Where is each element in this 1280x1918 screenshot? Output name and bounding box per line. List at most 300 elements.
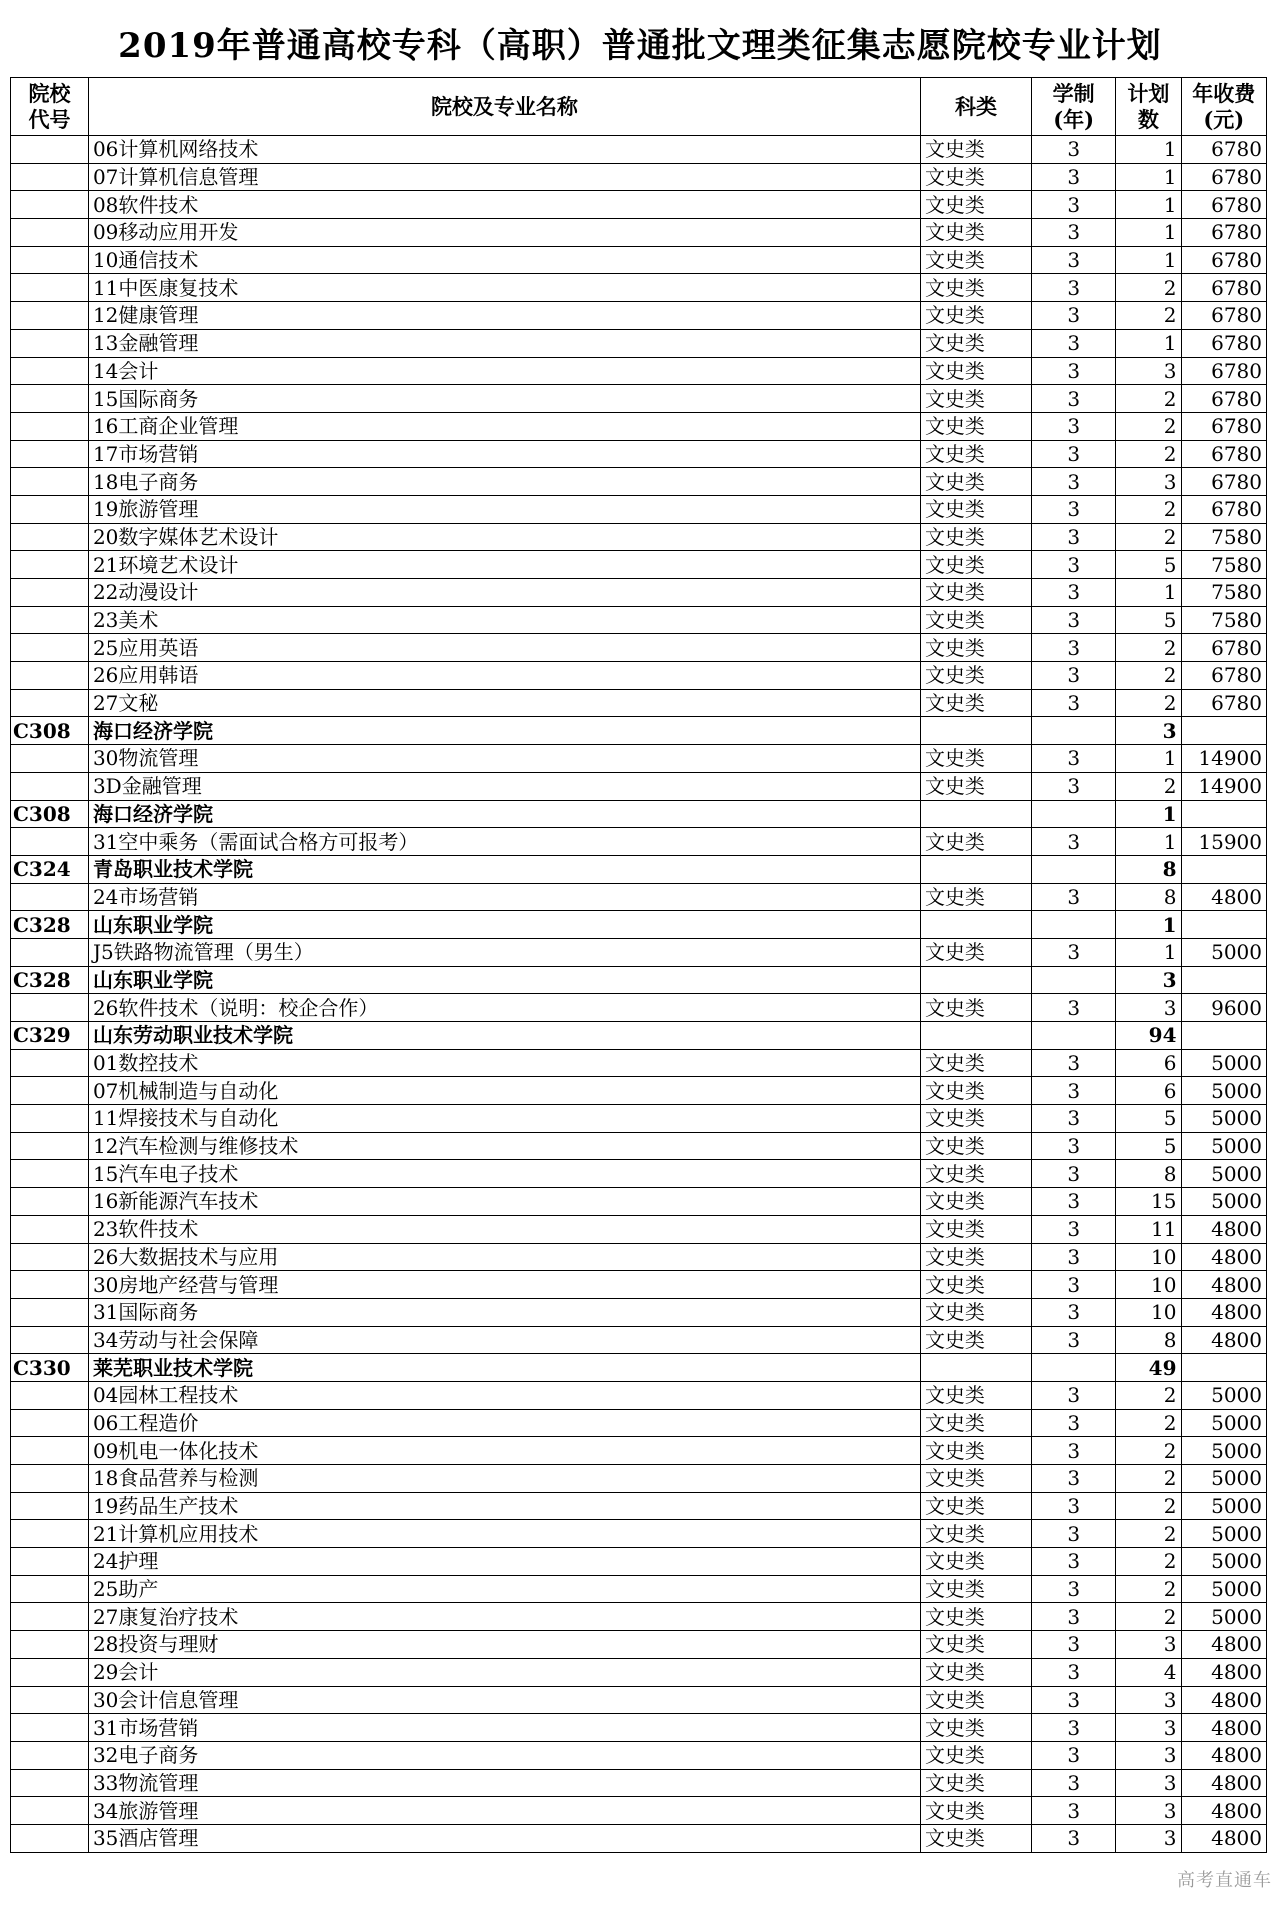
- cell-plan-count: 8: [1116, 1326, 1181, 1354]
- cell-school-major-name: 22动漫设计: [88, 579, 920, 607]
- major-row: [11, 938, 1267, 966]
- school-row: [11, 911, 1267, 939]
- cell-duration: 3: [1032, 1631, 1116, 1659]
- major-row: [11, 1741, 1267, 1769]
- cell-school-major-name: 23软件技术: [88, 1215, 920, 1243]
- cell-school-major-name: 20数字媒体艺术设计: [88, 523, 920, 551]
- cell-school-major-name: 06计算机网络技术: [88, 136, 920, 164]
- cell-plan-count: 3: [1116, 1741, 1181, 1769]
- cell-duration: 3: [1032, 329, 1116, 357]
- cell-annual-fee: 5000: [1181, 1381, 1267, 1409]
- cell-school-major-name: 19药品生产技术: [88, 1492, 920, 1520]
- cell-school-major-name: 31市场营销: [88, 1714, 920, 1742]
- cell-school-code: [11, 551, 89, 579]
- major-row: [11, 1188, 1267, 1216]
- major-row: [11, 745, 1267, 773]
- cell-duration: 3: [1032, 579, 1116, 607]
- cell-plan-count: 2: [1116, 412, 1181, 440]
- cell-school-code: [11, 1105, 89, 1133]
- cell-annual-fee: 6780: [1181, 357, 1267, 385]
- cell-subject-type: 文史类: [920, 745, 1031, 773]
- cell-duration: 3: [1032, 1437, 1116, 1465]
- cell-duration: 3: [1032, 1271, 1116, 1299]
- cell-school-code: [11, 385, 89, 413]
- cell-school-major-name: 25应用英语: [88, 634, 920, 662]
- cell-school-major-name: 海口经济学院: [88, 717, 920, 745]
- cell-plan-count: 5: [1116, 551, 1181, 579]
- cell-annual-fee: 5000: [1181, 938, 1267, 966]
- cell-plan-count: 2: [1116, 302, 1181, 330]
- cell-school-code: [11, 634, 89, 662]
- cell-duration: 3: [1032, 1298, 1116, 1326]
- cell-duration: [1032, 911, 1116, 939]
- cell-annual-fee: 6780: [1181, 495, 1267, 523]
- cell-annual-fee: 4800: [1181, 1243, 1267, 1271]
- cell-duration: 3: [1032, 219, 1116, 247]
- cell-annual-fee: 5000: [1181, 1049, 1267, 1077]
- watermark-text: 高考直通车: [1177, 1870, 1272, 1891]
- cell-school-code: [11, 1658, 89, 1686]
- cell-subject-type: 文史类: [920, 1326, 1031, 1354]
- cell-subject-type: [920, 1022, 1031, 1050]
- cell-duration: 3: [1032, 1575, 1116, 1603]
- cell-school-code: [11, 938, 89, 966]
- major-row: [11, 1381, 1267, 1409]
- cell-annual-fee: [1181, 911, 1267, 939]
- cell-plan-count: 2: [1116, 1548, 1181, 1576]
- cell-school-code: [11, 1326, 89, 1354]
- cell-annual-fee: 15900: [1181, 828, 1267, 856]
- cell-plan-count: 3: [1116, 966, 1181, 994]
- cell-school-code: [11, 440, 89, 468]
- cell-duration: 3: [1032, 551, 1116, 579]
- cell-subject-type: 文史类: [920, 136, 1031, 164]
- cell-subject-type: 文史类: [920, 1049, 1031, 1077]
- major-row: [11, 1769, 1267, 1797]
- major-row: [11, 191, 1267, 219]
- cell-subject-type: 文史类: [920, 302, 1031, 330]
- major-row: [11, 1548, 1267, 1576]
- cell-plan-count: 3: [1116, 1824, 1181, 1852]
- cell-school-code: [11, 579, 89, 607]
- cell-duration: 3: [1032, 1492, 1116, 1520]
- cell-annual-fee: 6780: [1181, 385, 1267, 413]
- major-row: [11, 385, 1267, 413]
- cell-annual-fee: 7580: [1181, 606, 1267, 634]
- cell-school-major-name: 11中医康复技术: [88, 274, 920, 302]
- cell-annual-fee: 5000: [1181, 1575, 1267, 1603]
- cell-subject-type: 文史类: [920, 606, 1031, 634]
- major-row: [11, 662, 1267, 690]
- cell-duration: [1032, 717, 1116, 745]
- cell-subject-type: 文史类: [920, 1631, 1031, 1659]
- cell-school-code: [11, 1271, 89, 1299]
- cell-subject-type: 文史类: [920, 1492, 1031, 1520]
- cell-school-code: [11, 1686, 89, 1714]
- cell-duration: 3: [1032, 1824, 1116, 1852]
- header-school-major-name: 院校及专业名称: [88, 78, 920, 136]
- cell-school-major-name: 山东劳动职业技术学院: [88, 1022, 920, 1050]
- cell-duration: 3: [1032, 468, 1116, 496]
- cell-school-major-name: 18食品营养与检测: [88, 1465, 920, 1493]
- cell-school-major-name: 26大数据技术与应用: [88, 1243, 920, 1271]
- cell-school-major-name: 21环境艺术设计: [88, 551, 920, 579]
- cell-school-code: [11, 883, 89, 911]
- cell-subject-type: 文史类: [920, 1132, 1031, 1160]
- cell-duration: 3: [1032, 357, 1116, 385]
- cell-subject-type: 文史类: [920, 1298, 1031, 1326]
- cell-subject-type: 文史类: [920, 1215, 1031, 1243]
- header-plan-count: 计划 数: [1116, 78, 1181, 136]
- major-row: [11, 1160, 1267, 1188]
- cell-plan-count: 3: [1116, 1797, 1181, 1825]
- cell-annual-fee: 4800: [1181, 1769, 1267, 1797]
- cell-annual-fee: 6780: [1181, 662, 1267, 690]
- cell-annual-fee: 5000: [1181, 1160, 1267, 1188]
- cell-annual-fee: 7580: [1181, 551, 1267, 579]
- major-row: [11, 994, 1267, 1022]
- major-row: [11, 1575, 1267, 1603]
- cell-duration: 3: [1032, 1797, 1116, 1825]
- cell-plan-count: 10: [1116, 1298, 1181, 1326]
- cell-subject-type: [920, 800, 1031, 828]
- cell-subject-type: 文史类: [920, 163, 1031, 191]
- header-duration: 学制 (年): [1032, 78, 1116, 136]
- cell-subject-type: 文史类: [920, 994, 1031, 1022]
- cell-subject-type: 文史类: [920, 440, 1031, 468]
- cell-subject-type: 文史类: [920, 468, 1031, 496]
- cell-school-code: [11, 329, 89, 357]
- cell-plan-count: 1: [1116, 579, 1181, 607]
- cell-plan-count: 94: [1116, 1022, 1181, 1050]
- cell-annual-fee: 6780: [1181, 136, 1267, 164]
- major-row: [11, 136, 1267, 164]
- cell-school-code: [11, 1548, 89, 1576]
- cell-school-code: [11, 1437, 89, 1465]
- cell-school-code: [11, 1298, 89, 1326]
- cell-annual-fee: 5000: [1181, 1548, 1267, 1576]
- cell-subject-type: 文史类: [920, 1658, 1031, 1686]
- major-row: [11, 1049, 1267, 1077]
- major-row: [11, 1658, 1267, 1686]
- cell-school-major-name: 莱芜职业技术学院: [88, 1354, 920, 1382]
- cell-subject-type: 文史类: [920, 1437, 1031, 1465]
- cell-subject-type: 文史类: [920, 772, 1031, 800]
- cell-annual-fee: [1181, 1022, 1267, 1050]
- cell-plan-count: 2: [1116, 1465, 1181, 1493]
- cell-subject-type: [920, 1354, 1031, 1382]
- cell-plan-count: 11: [1116, 1215, 1181, 1243]
- cell-school-code: [11, 745, 89, 773]
- cell-school-major-name: 09机电一体化技术: [88, 1437, 920, 1465]
- cell-school-code: [11, 1714, 89, 1742]
- cell-school-code: [11, 468, 89, 496]
- major-row: [11, 1520, 1267, 1548]
- major-row: [11, 163, 1267, 191]
- cell-duration: 3: [1032, 994, 1116, 1022]
- major-row: [11, 1326, 1267, 1354]
- cell-subject-type: 文史类: [920, 191, 1031, 219]
- table-header-row: [11, 78, 1267, 136]
- cell-school-major-name: 27康复治疗技术: [88, 1603, 920, 1631]
- cell-duration: 3: [1032, 274, 1116, 302]
- cell-duration: 3: [1032, 1520, 1116, 1548]
- cell-school-major-name: 01数控技术: [88, 1049, 920, 1077]
- cell-duration: 3: [1032, 1714, 1116, 1742]
- cell-school-major-name: 19旅游管理: [88, 495, 920, 523]
- cell-duration: 3: [1032, 440, 1116, 468]
- cell-school-major-name: 10通信技术: [88, 246, 920, 274]
- cell-school-major-name: 24市场营销: [88, 883, 920, 911]
- cell-school-major-name: 12健康管理: [88, 302, 920, 330]
- cell-annual-fee: 6780: [1181, 634, 1267, 662]
- cell-duration: 3: [1032, 1603, 1116, 1631]
- cell-school-code: [11, 1824, 89, 1852]
- cell-school-code: [11, 412, 89, 440]
- cell-annual-fee: 4800: [1181, 1326, 1267, 1354]
- cell-annual-fee: 14900: [1181, 772, 1267, 800]
- cell-school-major-name: 12汽车检测与维修技术: [88, 1132, 920, 1160]
- cell-school-major-name: 34旅游管理: [88, 1797, 920, 1825]
- cell-subject-type: 文史类: [920, 412, 1031, 440]
- cell-annual-fee: 6780: [1181, 440, 1267, 468]
- cell-school-code: [11, 1409, 89, 1437]
- cell-subject-type: 文史类: [920, 385, 1031, 413]
- cell-duration: 3: [1032, 1769, 1116, 1797]
- cell-school-code: [11, 163, 89, 191]
- cell-annual-fee: 6780: [1181, 274, 1267, 302]
- major-row: [11, 689, 1267, 717]
- cell-subject-type: 文史类: [920, 329, 1031, 357]
- cell-duration: 3: [1032, 246, 1116, 274]
- cell-annual-fee: 6780: [1181, 191, 1267, 219]
- major-row: [11, 1437, 1267, 1465]
- cell-school-code: [11, 1769, 89, 1797]
- cell-duration: 3: [1032, 1409, 1116, 1437]
- cell-duration: 3: [1032, 1465, 1116, 1493]
- cell-plan-count: 1: [1116, 163, 1181, 191]
- major-row: [11, 1797, 1267, 1825]
- cell-subject-type: 文史类: [920, 938, 1031, 966]
- cell-school-code: [11, 523, 89, 551]
- cell-school-code: [11, 302, 89, 330]
- cell-duration: 3: [1032, 1243, 1116, 1271]
- cell-school-code: [11, 1492, 89, 1520]
- cell-school-code: [11, 274, 89, 302]
- cell-school-major-name: 27文秘: [88, 689, 920, 717]
- cell-duration: 3: [1032, 662, 1116, 690]
- cell-subject-type: 文史类: [920, 1160, 1031, 1188]
- cell-school-code: [11, 357, 89, 385]
- cell-duration: [1032, 1022, 1116, 1050]
- cell-school-major-name: 30房地产经营与管理: [88, 1271, 920, 1299]
- cell-annual-fee: 5000: [1181, 1465, 1267, 1493]
- cell-annual-fee: 6780: [1181, 468, 1267, 496]
- major-row: [11, 1215, 1267, 1243]
- major-row: [11, 274, 1267, 302]
- cell-school-major-name: 15国际商务: [88, 385, 920, 413]
- cell-subject-type: 文史类: [920, 1188, 1031, 1216]
- cell-duration: 3: [1032, 1105, 1116, 1133]
- major-row: [11, 1243, 1267, 1271]
- cell-school-major-name: 21计算机应用技术: [88, 1520, 920, 1548]
- major-row: [11, 1465, 1267, 1493]
- cell-school-major-name: 28投资与理财: [88, 1631, 920, 1659]
- cell-subject-type: [920, 911, 1031, 939]
- cell-duration: 3: [1032, 1132, 1116, 1160]
- cell-school-major-name: 16工商企业管理: [88, 412, 920, 440]
- cell-annual-fee: 6780: [1181, 329, 1267, 357]
- school-row: [11, 1354, 1267, 1382]
- cell-subject-type: 文史类: [920, 219, 1031, 247]
- cell-plan-count: 5: [1116, 606, 1181, 634]
- cell-subject-type: 文史类: [920, 828, 1031, 856]
- major-row: [11, 828, 1267, 856]
- cell-plan-count: 3: [1116, 1769, 1181, 1797]
- cell-plan-count: 3: [1116, 1714, 1181, 1742]
- cell-school-code: [11, 1188, 89, 1216]
- cell-subject-type: 文史类: [920, 1714, 1031, 1742]
- cell-school-code: [11, 1160, 89, 1188]
- cell-plan-count: 10: [1116, 1271, 1181, 1299]
- school-row: [11, 800, 1267, 828]
- cell-plan-count: 2: [1116, 772, 1181, 800]
- cell-subject-type: 文史类: [920, 662, 1031, 690]
- school-row: [11, 717, 1267, 745]
- cell-subject-type: 文史类: [920, 1271, 1031, 1299]
- cell-plan-count: 2: [1116, 523, 1181, 551]
- cell-plan-count: 49: [1116, 1354, 1181, 1382]
- cell-school-code: C329: [11, 1022, 89, 1050]
- cell-plan-count: 2: [1116, 1603, 1181, 1631]
- cell-plan-count: 6: [1116, 1077, 1181, 1105]
- cell-duration: 3: [1032, 412, 1116, 440]
- cell-duration: 3: [1032, 385, 1116, 413]
- cell-school-code: [11, 136, 89, 164]
- cell-subject-type: 文史类: [920, 1575, 1031, 1603]
- cell-school-code: [11, 1132, 89, 1160]
- cell-plan-count: 3: [1116, 717, 1181, 745]
- cell-duration: 3: [1032, 1160, 1116, 1188]
- cell-school-major-name: 07计算机信息管理: [88, 163, 920, 191]
- cell-school-major-name: 山东职业学院: [88, 966, 920, 994]
- cell-annual-fee: 5000: [1181, 1603, 1267, 1631]
- cell-subject-type: 文史类: [920, 1105, 1031, 1133]
- cell-school-code: [11, 772, 89, 800]
- cell-duration: [1032, 800, 1116, 828]
- cell-subject-type: 文史类: [920, 634, 1031, 662]
- major-row: [11, 1824, 1267, 1852]
- school-row: [11, 1022, 1267, 1050]
- major-row: [11, 302, 1267, 330]
- cell-duration: 3: [1032, 1548, 1116, 1576]
- cell-plan-count: 10: [1116, 1243, 1181, 1271]
- cell-duration: 3: [1032, 883, 1116, 911]
- cell-school-code: C328: [11, 911, 89, 939]
- cell-annual-fee: [1181, 800, 1267, 828]
- cell-school-major-name: 06工程造价: [88, 1409, 920, 1437]
- cell-school-major-name: 29会计: [88, 1658, 920, 1686]
- major-row: [11, 772, 1267, 800]
- cell-school-major-name: 33物流管理: [88, 1769, 920, 1797]
- major-row: [11, 219, 1267, 247]
- major-row: [11, 579, 1267, 607]
- cell-annual-fee: 4800: [1181, 1298, 1267, 1326]
- cell-plan-count: 1: [1116, 800, 1181, 828]
- cell-school-major-name: 13金融管理: [88, 329, 920, 357]
- header-subject-type: 科类: [920, 78, 1031, 136]
- cell-plan-count: 2: [1116, 1437, 1181, 1465]
- cell-annual-fee: 7580: [1181, 579, 1267, 607]
- cell-school-major-name: 09移动应用开发: [88, 219, 920, 247]
- cell-duration: 3: [1032, 828, 1116, 856]
- cell-subject-type: 文史类: [920, 246, 1031, 274]
- cell-plan-count: 2: [1116, 1409, 1181, 1437]
- cell-annual-fee: [1181, 966, 1267, 994]
- cell-duration: 3: [1032, 606, 1116, 634]
- cell-school-code: [11, 495, 89, 523]
- cell-school-code: C328: [11, 966, 89, 994]
- cell-plan-count: 4: [1116, 1658, 1181, 1686]
- cell-plan-count: 3: [1116, 357, 1181, 385]
- cell-subject-type: 文史类: [920, 523, 1031, 551]
- cell-annual-fee: 5000: [1181, 1437, 1267, 1465]
- cell-subject-type: [920, 717, 1031, 745]
- cell-school-major-name: 35酒店管理: [88, 1824, 920, 1852]
- cell-school-code: [11, 191, 89, 219]
- cell-school-code: [11, 1465, 89, 1493]
- cell-annual-fee: [1181, 1354, 1267, 1382]
- cell-plan-count: 1: [1116, 329, 1181, 357]
- cell-plan-count: 1: [1116, 246, 1181, 274]
- cell-subject-type: 文史类: [920, 1686, 1031, 1714]
- cell-school-code: [11, 1520, 89, 1548]
- cell-duration: [1032, 1354, 1116, 1382]
- cell-school-major-name: 26软件技术（说明：校企合作）: [88, 994, 920, 1022]
- cell-subject-type: 文史类: [920, 689, 1031, 717]
- cell-plan-count: 1: [1116, 745, 1181, 773]
- cell-school-major-name: 31空中乘务（需面试合格方可报考）: [88, 828, 920, 856]
- cell-subject-type: 文史类: [920, 1077, 1031, 1105]
- cell-annual-fee: 7580: [1181, 523, 1267, 551]
- cell-subject-type: 文史类: [920, 274, 1031, 302]
- cell-school-code: C324: [11, 855, 89, 883]
- cell-annual-fee: 6780: [1181, 412, 1267, 440]
- cell-plan-count: 8: [1116, 855, 1181, 883]
- cell-subject-type: 文史类: [920, 1465, 1031, 1493]
- cell-duration: 3: [1032, 495, 1116, 523]
- cell-school-major-name: 30物流管理: [88, 745, 920, 773]
- cell-subject-type: [920, 855, 1031, 883]
- major-row: [11, 1271, 1267, 1299]
- cell-annual-fee: 6780: [1181, 246, 1267, 274]
- cell-subject-type: 文史类: [920, 1381, 1031, 1409]
- cell-duration: 3: [1032, 163, 1116, 191]
- cell-plan-count: 8: [1116, 1160, 1181, 1188]
- cell-subject-type: 文史类: [920, 1603, 1031, 1631]
- cell-school-major-name: 青岛职业技术学院: [88, 855, 920, 883]
- cell-school-code: [11, 1797, 89, 1825]
- major-row: [11, 606, 1267, 634]
- cell-school-major-name: 15汽车电子技术: [88, 1160, 920, 1188]
- cell-subject-type: 文史类: [920, 1769, 1031, 1797]
- major-row: [11, 1686, 1267, 1714]
- cell-duration: 3: [1032, 1049, 1116, 1077]
- cell-school-code: [11, 606, 89, 634]
- major-row: [11, 883, 1267, 911]
- cell-school-code: C308: [11, 717, 89, 745]
- cell-plan-count: 2: [1116, 689, 1181, 717]
